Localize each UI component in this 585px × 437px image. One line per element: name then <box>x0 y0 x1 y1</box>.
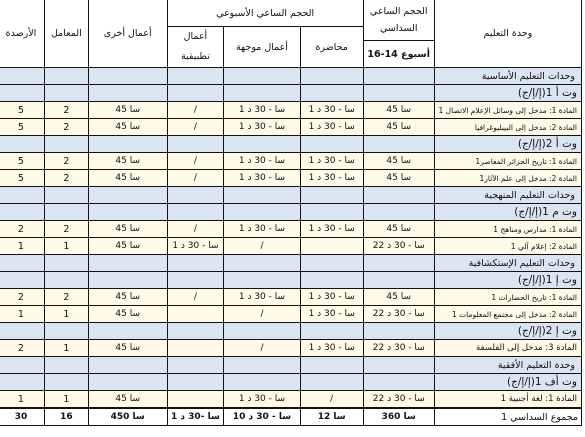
semester-volume-cell: 45 سا <box>363 119 434 136</box>
course-label: المادة 2: مدخل إلى البيبليوغرافيا <box>434 119 581 136</box>
directed-work-cell: 1 سا - 30 د <box>224 289 300 306</box>
course-label: المادة 2: إعلام آلي 1 <box>434 238 581 255</box>
empty-cell <box>363 85 434 102</box>
subunit-label: وت أ 1(إ/إ/ج) <box>434 85 581 102</box>
empty-cell <box>167 374 224 391</box>
empty-cell <box>44 136 88 153</box>
lecture-cell: / <box>300 391 363 409</box>
header-practical <box>167 27 224 68</box>
other-work-cell: 450 سا <box>88 408 167 426</box>
practical-cell: / <box>167 102 224 119</box>
credits-cell: 5 <box>0 102 44 119</box>
semester-volume-cell: 22 سا - 30 د <box>363 340 434 357</box>
empty-cell <box>44 374 88 391</box>
header-other-work: أعمال أخرى <box>88 0 167 68</box>
empty-cell <box>224 357 300 374</box>
empty-cell <box>0 272 44 289</box>
empty-cell <box>167 272 224 289</box>
credits-cell: 5 <box>0 170 44 187</box>
directed-work-cell: 1 سا - 30 د <box>224 153 300 170</box>
empty-cell <box>300 272 363 289</box>
header-coefficient: المعامل <box>44 0 88 68</box>
subunit-row <box>0 85 582 102</box>
semester-volume-cell: 22 سا - 30 د <box>363 238 434 255</box>
empty-cell <box>224 204 300 221</box>
other-work-cell: 45 سا <box>88 306 167 323</box>
course-row <box>0 102 582 119</box>
empty-cell <box>224 187 300 204</box>
header-directed-work: أعمال موجهة <box>224 27 300 68</box>
practical-cell: / <box>167 289 224 306</box>
empty-cell <box>224 255 300 272</box>
coefficient-cell: 1 <box>44 238 88 255</box>
section-label: وحدات التعليم المنهجية <box>434 187 581 204</box>
course-label: المادة 1: مدخل إلى وسائل الإعلام الاتصال 1 <box>434 102 581 119</box>
course-row <box>0 391 582 409</box>
empty-cell <box>44 255 88 272</box>
empty-cell <box>0 374 44 391</box>
directed-work-cell: 1 سا - 30 د <box>224 170 300 187</box>
lecture-cell: 1 سا - 30 د <box>300 119 363 136</box>
empty-cell <box>167 323 224 340</box>
directed-work-cell: 1 سا - 30 د <box>224 119 300 136</box>
empty-cell <box>224 323 300 340</box>
empty-cell <box>363 255 434 272</box>
coefficient-cell: 2 <box>44 289 88 306</box>
course-row <box>0 340 582 357</box>
other-work-cell: 45 سا <box>88 340 167 357</box>
empty-cell <box>167 68 224 85</box>
directed-work-cell: / <box>224 306 300 323</box>
empty-cell <box>300 255 363 272</box>
empty-cell <box>363 323 434 340</box>
credits-cell: 5 <box>0 153 44 170</box>
credits-cell: 1 <box>0 238 44 255</box>
lecture-cell: 1 سا - 30 د <box>300 221 363 238</box>
practical-cell: / <box>167 119 224 136</box>
empty-cell <box>44 187 88 204</box>
course-label: المادة 1: لغة أجنبية 1 <box>434 391 581 409</box>
directed-work-cell: 1 سا - 30 د <box>224 391 300 409</box>
empty-cell <box>300 85 363 102</box>
semester-volume-cell: 45 سا <box>363 170 434 187</box>
other-work-cell: 45 سا <box>88 102 167 119</box>
section-row <box>0 187 582 204</box>
empty-cell <box>44 85 88 102</box>
header-practical-line2: تطبيقية <box>180 51 210 62</box>
section-label: وحدات التعليم الإستكشافية <box>434 255 581 272</box>
semester-volume-cell: 22 سا - 30 د <box>363 306 434 323</box>
empty-cell <box>363 357 434 374</box>
subunit-row <box>0 272 582 289</box>
subunit-row <box>0 374 582 391</box>
other-work-cell: 45 سا <box>88 153 167 170</box>
course-label: المادة 1: تاريخ الحضارات 1 <box>434 289 581 306</box>
other-work-cell: 45 سا <box>88 238 167 255</box>
empty-cell <box>0 187 44 204</box>
semester-volume-cell: 360 سا <box>363 408 434 426</box>
lecture-cell <box>300 238 363 255</box>
lecture-cell: 1 سا - 30 د <box>300 153 363 170</box>
subunit-label: وت أف 1(إ/إ/ج) <box>434 374 581 391</box>
section-label: وحدة التعليم الأفقية <box>434 357 581 374</box>
directed-work-cell: 1 سا - 30 د <box>224 102 300 119</box>
course-row <box>0 221 582 238</box>
total-row <box>0 408 582 426</box>
practical-cell: 1 سا - 30 د <box>167 238 224 255</box>
course-label: المادة 2: مدخل إلى علم الآثار1 <box>434 170 581 187</box>
credits-cell: 2 <box>0 221 44 238</box>
directed-work-cell: 1 سا - 30 د <box>224 221 300 238</box>
course-label: المادة 3: مدخل إلى الفلسفة <box>434 340 581 357</box>
lecture-cell: 1 سا - 30 د <box>300 340 363 357</box>
practical-cell <box>167 391 224 409</box>
subunit-row <box>0 136 582 153</box>
empty-cell <box>44 68 88 85</box>
header-practical-line1: أعمال <box>183 31 208 42</box>
empty-cell <box>167 187 224 204</box>
section-label: وحدات التعليم الأساسية <box>434 68 581 85</box>
coefficient-cell: 1 <box>44 306 88 323</box>
empty-cell <box>0 255 44 272</box>
empty-cell <box>88 272 167 289</box>
semester-volume-cell: 45 سا <box>363 221 434 238</box>
empty-cell <box>224 272 300 289</box>
section-row <box>0 357 582 374</box>
header-lecture: محاضرة <box>300 27 363 68</box>
coefficient-cell: 16 <box>44 408 88 426</box>
practical-cell <box>167 340 224 357</box>
coefficient-cell: 1 <box>44 391 88 409</box>
course-row <box>0 170 582 187</box>
course-row <box>0 238 582 255</box>
empty-cell <box>44 357 88 374</box>
course-row <box>0 153 582 170</box>
empty-cell <box>88 357 167 374</box>
empty-cell <box>363 204 434 221</box>
empty-cell <box>167 255 224 272</box>
section-row <box>0 255 582 272</box>
empty-cell <box>88 187 167 204</box>
subunit-row <box>0 323 582 340</box>
empty-cell <box>300 323 363 340</box>
empty-cell <box>167 136 224 153</box>
header-semester-volume <box>363 0 434 41</box>
course-row <box>0 289 582 306</box>
empty-cell <box>88 68 167 85</box>
practical-cell: / <box>167 170 224 187</box>
lecture-cell: 1 سا - 30 د <box>300 170 363 187</box>
subunit-row <box>0 204 582 221</box>
credits-cell: 2 <box>0 289 44 306</box>
header-unit: وحدة التعليم <box>434 0 581 68</box>
practical-cell: / <box>167 153 224 170</box>
empty-cell <box>224 136 300 153</box>
empty-cell <box>224 374 300 391</box>
empty-cell <box>0 323 44 340</box>
empty-cell <box>300 187 363 204</box>
credits-cell: 30 <box>0 408 44 426</box>
coefficient-cell: 2 <box>44 153 88 170</box>
header-row-1 <box>0 0 582 27</box>
empty-cell <box>0 136 44 153</box>
semester-volume-cell: 45 سا <box>363 102 434 119</box>
practical-cell <box>167 306 224 323</box>
header-credits: الأرصدة <box>0 0 44 68</box>
empty-cell <box>88 204 167 221</box>
total-label: مجموع السداسي 1 <box>434 408 581 426</box>
credits-cell: 1 <box>0 306 44 323</box>
empty-cell <box>363 68 434 85</box>
subunit-label: وت م 1(إ/إ/ج) <box>434 204 581 221</box>
course-label: المادة 2: مدخل إلى مجتمع المعلومات 1 <box>434 306 581 323</box>
semester-volume-cell: 45 سا <box>363 153 434 170</box>
header-semester-volume-line1: الحجم الساعي <box>369 6 428 17</box>
directed-work-cell: / <box>224 340 300 357</box>
practical-cell: 1 سا -30 د <box>167 408 224 426</box>
other-work-cell: 45 سا <box>88 170 167 187</box>
empty-cell <box>88 85 167 102</box>
semester-volume-cell: 22 سا - 30 د <box>363 391 434 409</box>
lecture-cell: 1 سا - 30 د <box>300 289 363 306</box>
course-row <box>0 119 582 136</box>
header-weekly-volume: الحجم الساعي الأسبوعي <box>167 0 363 27</box>
course-label: المادة 1: مدارس ومناهج 1 <box>434 221 581 238</box>
empty-cell <box>44 272 88 289</box>
subunit-label: وت إ 1(إ/إ/ج) <box>434 272 581 289</box>
lecture-cell: 1 سا - 30 د <box>300 306 363 323</box>
practical-cell: / <box>167 221 224 238</box>
course-row <box>0 306 582 323</box>
empty-cell <box>88 374 167 391</box>
coefficient-cell: 2 <box>44 221 88 238</box>
semester-volume-cell: 45 سا <box>363 289 434 306</box>
subunit-label: وت أ 2(إ/إ/ج) <box>434 136 581 153</box>
credits-cell: 5 <box>0 119 44 136</box>
directed-work-cell: / <box>224 238 300 255</box>
empty-cell <box>44 323 88 340</box>
coefficient-cell: 2 <box>44 102 88 119</box>
coefficient-cell: 1 <box>44 340 88 357</box>
header-weeks: 16-14 أسبوع <box>363 41 434 68</box>
section-row <box>0 68 582 85</box>
lecture-cell: 1 سا - 30 د <box>300 102 363 119</box>
subunit-label: وت إ 2(إ/إ/ج) <box>434 323 581 340</box>
empty-cell <box>0 204 44 221</box>
empty-cell <box>88 323 167 340</box>
empty-cell <box>167 357 224 374</box>
empty-cell <box>363 272 434 289</box>
credits-cell: 1 <box>0 391 44 409</box>
lecture-cell: 12 سا <box>300 408 363 426</box>
empty-cell <box>0 68 44 85</box>
credits-cell: 2 <box>0 340 44 357</box>
empty-cell <box>0 357 44 374</box>
empty-cell <box>224 68 300 85</box>
empty-cell <box>0 85 44 102</box>
empty-cell <box>300 374 363 391</box>
empty-cell <box>363 374 434 391</box>
other-work-cell: 45 سا <box>88 221 167 238</box>
empty-cell <box>167 85 224 102</box>
other-work-cell: 45 سا <box>88 289 167 306</box>
other-work-cell: 45 سا <box>88 119 167 136</box>
directed-work-cell: 10 سا - 30 د <box>224 408 300 426</box>
empty-cell <box>44 204 88 221</box>
course-label: المادة 1: تاريخ الجزائر المعاصر1 <box>434 153 581 170</box>
empty-cell <box>363 187 434 204</box>
empty-cell <box>363 136 434 153</box>
coefficient-cell: 2 <box>44 170 88 187</box>
empty-cell <box>167 204 224 221</box>
empty-cell <box>300 136 363 153</box>
empty-cell <box>224 85 300 102</box>
header-semester-volume-line2: السداسي <box>379 23 418 34</box>
empty-cell <box>88 136 167 153</box>
empty-cell <box>300 357 363 374</box>
other-work-cell: 45 سا <box>88 391 167 409</box>
empty-cell <box>300 204 363 221</box>
empty-cell <box>88 255 167 272</box>
empty-cell <box>300 68 363 85</box>
coefficient-cell: 2 <box>44 119 88 136</box>
